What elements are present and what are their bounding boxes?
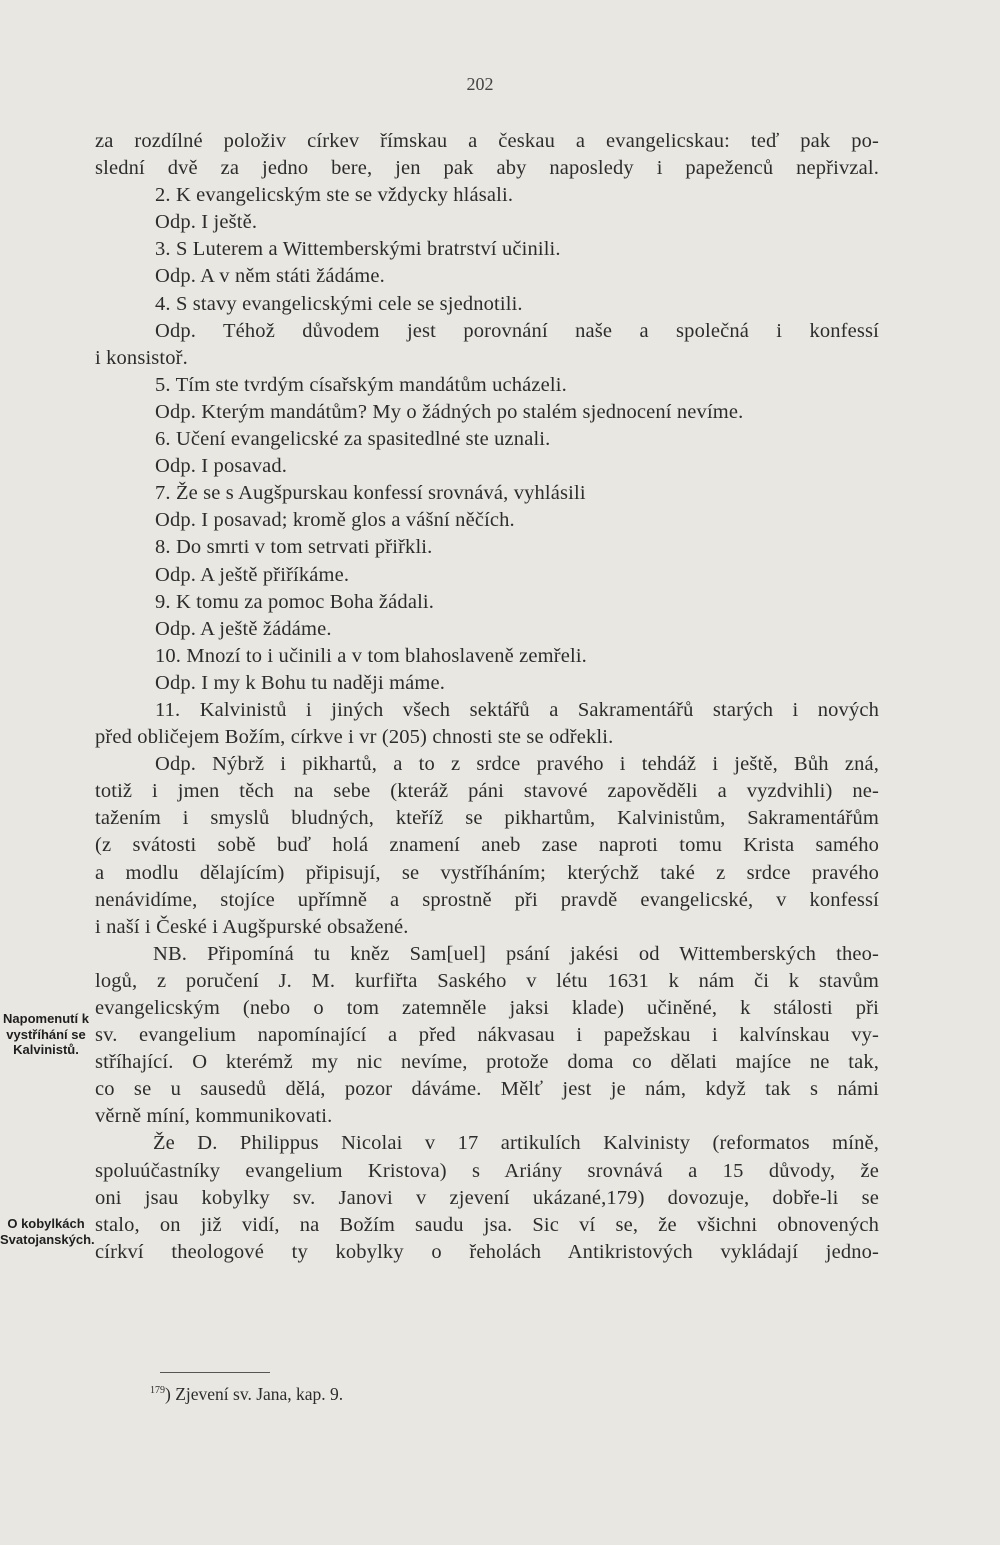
footnote xyxy=(150,1384,343,1405)
text-line: spoluúčastníky evangelium Kristova) s Ariány srovnává a 15 důvody, že xyxy=(95,1159,879,1182)
text-line: Že D. Philippus Nicolai v 17 artikulích Kalvinisty (reformatos míně, xyxy=(153,1132,879,1155)
margin-note-text: O kobylkách Svatojanských. xyxy=(0,1216,95,1247)
text-line: i konsistoř. xyxy=(95,346,188,369)
text-line: oni jsau kobylky sv. Janovi v zjevení ukázané,179) dovozuje, dobře-li se xyxy=(95,1186,879,1209)
text-line: i naší i České i Augšpurské obsažené. xyxy=(95,915,409,938)
text-line: 7. Že se s Augšpurskau konfessí srovnává, vyhlásili xyxy=(155,482,586,505)
text-line: 4. S stavy evangelicskými cele se sjednotili. xyxy=(155,292,523,315)
text-line: a modlu dělajícím) připisují, se vystříháním; kterýchž také z srdce pravého xyxy=(95,861,879,884)
margin-note-kalvinists xyxy=(0,1011,92,1058)
text-line: tažením i smyslů bludných, kteříž se pikhartům, Kalvinistům, Sakramentářům xyxy=(95,807,879,830)
text-line: evangelicským (nebo o tom zatemněle jaksi klade) učiněné, k stálosti při xyxy=(95,997,879,1019)
text-line: Odp. I posavad; kromě glos a vášní něčích. xyxy=(155,509,515,532)
text-line: sv. evangelium napomínající a před nákvasau i papežskau i kalvínskau vy- xyxy=(95,1024,879,1047)
page-number: 202 xyxy=(466,74,494,94)
text-line: Odp. A v něm státi žádáme. xyxy=(155,265,385,288)
text-line: Odp. Nýbrž i pikhartů, a to z srdce pravého i tehdáž i ještě, Bůh zná, xyxy=(155,753,879,776)
text-line: 2. K evangelicským ste se vždycky hlásali. xyxy=(155,184,514,207)
text-line: církví theologové ty kobylky o řeholách Antikristových vykládají jedno- xyxy=(95,1240,879,1263)
text-line: před obličejem Božím, církve i vr (205) chnosti ste se odřekli. xyxy=(95,726,614,749)
margin-note-kobylky xyxy=(0,1216,95,1247)
text-line: 6. Učení evangelicské za spasitedlné ste uznali. xyxy=(155,428,551,451)
text-line: Odp. A ještě přiříkáme. xyxy=(155,563,350,586)
footnote-rule xyxy=(160,1372,270,1373)
text-line: (z svátosti sobě buď holá znamení aneb zase naproti tomu Krista samého xyxy=(95,834,879,857)
text-line: Odp. Téhož důvodem jest porovnání naše a společná i konfessí xyxy=(155,319,879,342)
text-line: logů, z poručení J. M. kurfiřta Saského v létu 1631 k nám či k stavům xyxy=(95,969,879,992)
text-line: co se u sausedů dělá, pozor dáváme. Mělť jest je nám, když tak s námi xyxy=(95,1078,879,1101)
text-line: 11. Kalvinistů i jiných všech sektářů a Sakramentářů starých i nových xyxy=(155,698,879,721)
text-line: 5. Tím ste tvrdým císařským mandátům ucházeli. xyxy=(155,373,567,396)
text-line: Odp. I posavad. xyxy=(155,455,288,478)
text-line: nenávidíme, stojíce upřímně a sprostně při pravdě evangelicské, v konfessí xyxy=(95,888,879,911)
footnote-text: ) Zjevení sv. Jana, kap. 9. xyxy=(165,1384,344,1404)
text-line: totiž i jmen těch na sebe (kteráž páni stavové zapověděli a vyzdvihli) ne- xyxy=(95,780,879,803)
text-line: 10. Mnozí to i učinili a v tom blahoslaveně zemřeli. xyxy=(155,644,587,667)
text-line: slední dvě za jedno bere, jen pak aby naposledy i papeženců nepřivzal. xyxy=(95,157,879,180)
margin-note-text: Napomenutí k vystříhání se Kalvinistů. xyxy=(3,1011,89,1057)
text-line: Odp. Kterým mandátům? My o žádných po stalém sjednocení nevíme. xyxy=(155,400,744,423)
text-line: stříhající. O kterémž my nic nevíme, protože doma co dělati majíce ne tak, xyxy=(95,1051,879,1074)
text-line: stalo, on již vidí, na Božím saudu jsa. Sic ví se, že všichni obnovených xyxy=(95,1213,879,1236)
text-line: věrně míní, kommunikovati. xyxy=(95,1105,333,1128)
text-line: za rozdílné položiv církev římskau a českau a evangelicskau: teď pak po- xyxy=(95,130,879,152)
text-line: 3. S Luterem a Wittemberskými bratrství učinili. xyxy=(155,238,561,261)
text-line: 8. Do smrti v tom setrvati přiřkli. xyxy=(155,536,433,559)
text-line: Odp. I ještě. xyxy=(155,211,258,234)
text-line: Odp. A ještě žádáme. xyxy=(155,617,332,640)
footnote-number: 179 xyxy=(150,1385,165,1397)
text-line: NB. Připomíná tu kněz Sam[uel] psání jakési od Wittemberských theo- xyxy=(153,942,879,965)
text-line: Odp. I my k Bohu tu naději máme. xyxy=(155,671,446,694)
text-line: 9. K tomu za pomoc Boha žádali. xyxy=(155,590,435,613)
body-text xyxy=(95,128,879,1266)
